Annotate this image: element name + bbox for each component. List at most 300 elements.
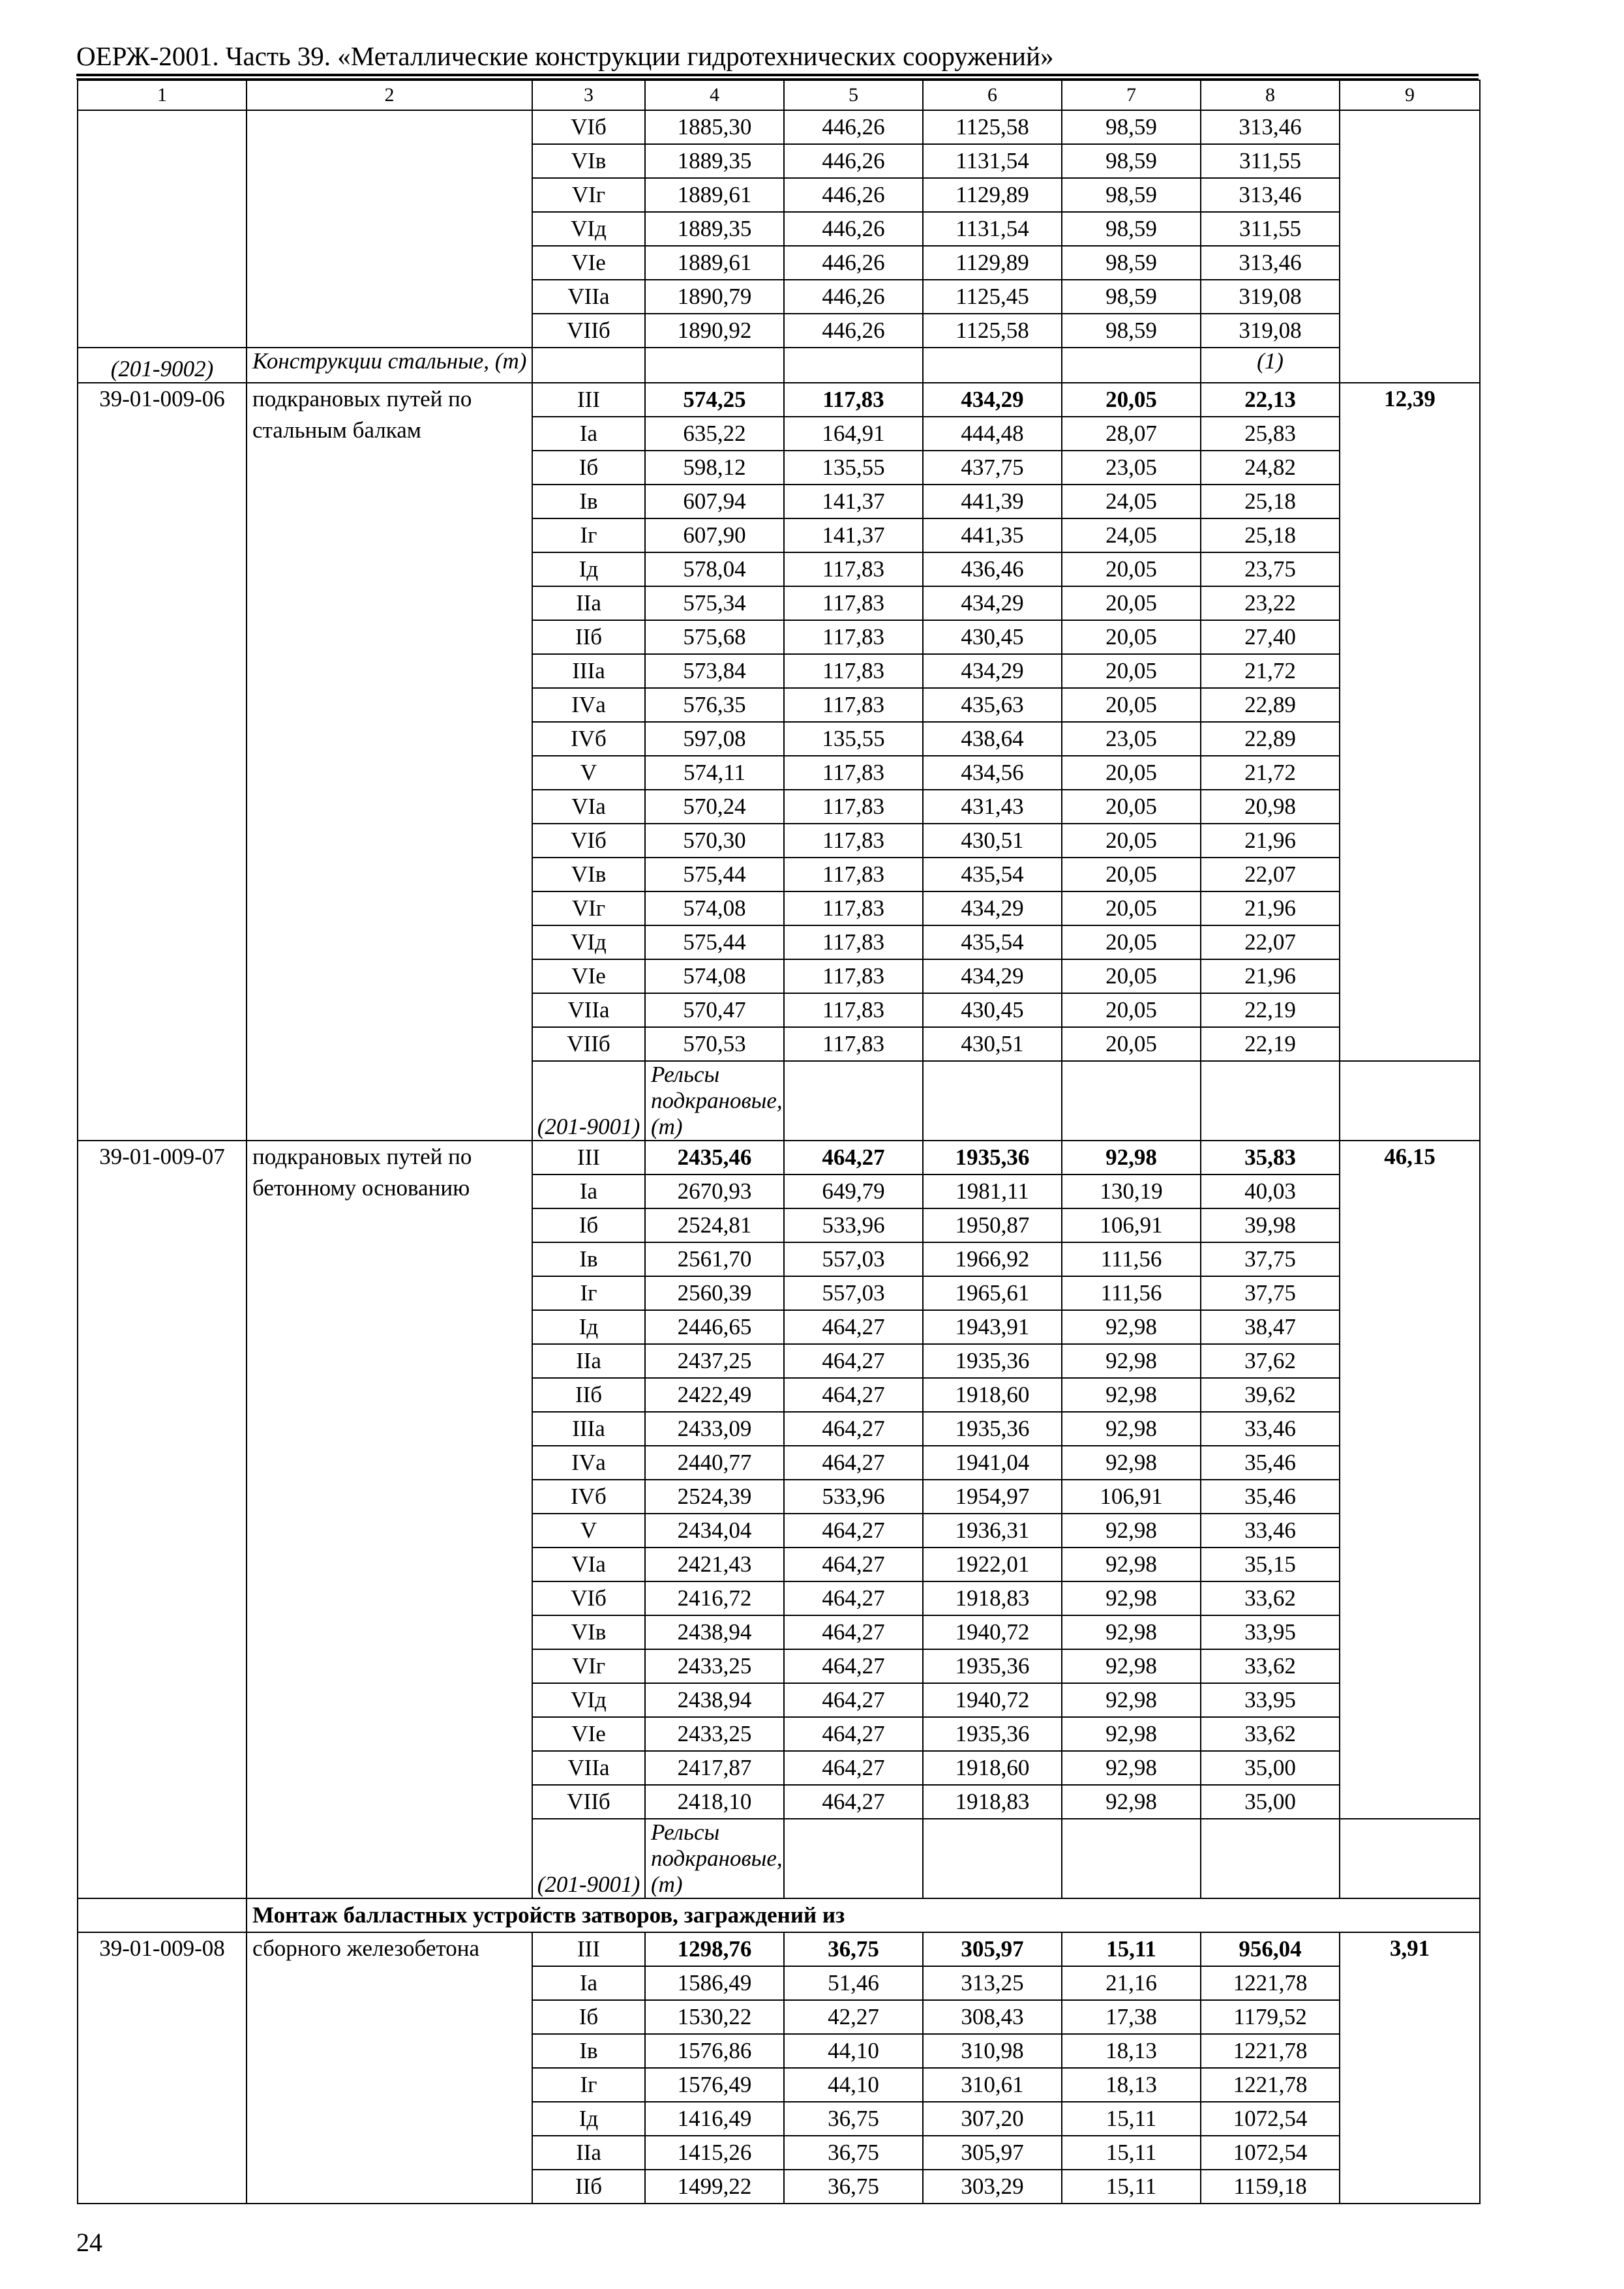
value-cell: 22,19 — [1201, 993, 1340, 1027]
value-cell: 305,97 — [923, 1932, 1062, 1966]
value-cell: 434,29 — [923, 959, 1062, 993]
empty-cell — [1062, 348, 1201, 383]
value-cell: 92,98 — [1062, 1514, 1201, 1548]
empty-cell — [923, 1819, 1062, 1898]
row-index-cell: VIд — [532, 212, 645, 246]
value-cell: 434,29 — [923, 891, 1062, 925]
value-cell: 20,05 — [1062, 620, 1201, 654]
value-cell: 1131,54 — [923, 212, 1062, 246]
value-cell: 1586,49 — [645, 1966, 784, 2000]
value-cell: 1221,78 — [1201, 2068, 1340, 2102]
value-cell: 464,27 — [784, 1141, 923, 1174]
value-cell: 570,47 — [645, 993, 784, 1027]
resource-code: (201-9001) — [532, 1061, 645, 1141]
value-cell: 39,98 — [1201, 1208, 1340, 1242]
row-index-cell: Iд — [532, 552, 645, 586]
row-index-cell: VIд — [532, 925, 645, 959]
col-num-8: 8 — [1201, 80, 1340, 110]
value-cell: 20,05 — [1062, 824, 1201, 858]
value-cell: 1966,92 — [923, 1242, 1062, 1276]
value-cell: 308,43 — [923, 2000, 1062, 2034]
value-cell: 1981,11 — [923, 1174, 1062, 1208]
value-cell: 106,91 — [1062, 1208, 1201, 1242]
value-cell: 98,59 — [1062, 144, 1201, 178]
row-index-cell: III — [532, 383, 645, 417]
value-cell: 92,98 — [1062, 1717, 1201, 1751]
value-cell: 570,30 — [645, 824, 784, 858]
row-index-cell: IIIа — [532, 654, 645, 688]
row-index-cell: IIб — [532, 2170, 645, 2204]
value-cell: 313,25 — [923, 1966, 1062, 2000]
section-row — [78, 1898, 1480, 1932]
value-cell: 117,83 — [784, 654, 923, 688]
value-cell: 464,27 — [784, 1412, 923, 1446]
value-cell: 310,98 — [923, 2034, 1062, 2068]
value-cell: 313,46 — [1201, 246, 1340, 280]
value-cell: 597,08 — [645, 722, 784, 756]
value-cell: 2670,93 — [645, 1174, 784, 1208]
value-cell: 25,18 — [1201, 485, 1340, 518]
value-cell: 307,20 — [923, 2102, 1062, 2136]
value-cell: 2433,25 — [645, 1717, 784, 1751]
value-cell: 27,40 — [1201, 620, 1340, 654]
value-cell: 446,26 — [784, 246, 923, 280]
row-index-cell: Iа — [532, 1174, 645, 1208]
value-cell: 130,19 — [1062, 1174, 1201, 1208]
col-num-5: 5 — [784, 80, 923, 110]
row-index-cell: VIг — [532, 1649, 645, 1683]
value-cell: 98,59 — [1062, 314, 1201, 348]
row-index-cell: Iа — [532, 1966, 645, 2000]
empty-cell — [1062, 1061, 1201, 1141]
row-index-cell: VIв — [532, 858, 645, 891]
value-cell: 319,08 — [1201, 314, 1340, 348]
value-cell: 18,13 — [1062, 2068, 1201, 2102]
value-cell: 164,91 — [784, 417, 923, 451]
value-cell: 1576,49 — [645, 2068, 784, 2102]
value-cell: 303,29 — [923, 2170, 1062, 2204]
value-cell: 21,72 — [1201, 654, 1340, 688]
value-cell: 20,05 — [1062, 1027, 1201, 1061]
value-cell: 1918,60 — [923, 1751, 1062, 1785]
value-cell: 1940,72 — [923, 1615, 1062, 1649]
value-cell: 1940,72 — [923, 1683, 1062, 1717]
value-cell: 15,11 — [1062, 1932, 1201, 1966]
value-cell: 311,55 — [1201, 144, 1340, 178]
rate-description: подкрановых путей по бетонному основанию — [247, 1141, 532, 1898]
value-cell: 464,27 — [784, 1514, 923, 1548]
value-cell: 15,11 — [1062, 2102, 1201, 2136]
value-cell: 22,19 — [1201, 1027, 1340, 1061]
value-cell: 1965,61 — [923, 1276, 1062, 1310]
value-cell: 574,11 — [645, 756, 784, 790]
col-num-2: 2 — [247, 80, 532, 110]
value-cell: 22,13 — [1201, 383, 1340, 417]
value-cell: 435,63 — [923, 688, 1062, 722]
value-cell: 2417,87 — [645, 1751, 784, 1785]
row-index-cell: Iг — [532, 1276, 645, 1310]
value-cell: 575,44 — [645, 858, 784, 891]
table-row — [78, 110, 1480, 144]
value-cell: 1954,97 — [923, 1480, 1062, 1514]
row-index-cell: IIб — [532, 1378, 645, 1412]
row-index-cell: VIд — [532, 1683, 645, 1717]
value-cell: 311,55 — [1201, 212, 1340, 246]
value-cell: 464,27 — [784, 1344, 923, 1378]
value-cell: 446,26 — [784, 212, 923, 246]
value-cell: 533,96 — [784, 1480, 923, 1514]
value-cell: 464,27 — [784, 1751, 923, 1785]
value-cell: 33,95 — [1201, 1683, 1340, 1717]
empty-cell — [784, 348, 923, 383]
value-cell: 2433,09 — [645, 1412, 784, 1446]
value-cell: 435,54 — [923, 925, 1062, 959]
value-cell: 2421,43 — [645, 1548, 784, 1581]
value-cell: 44,10 — [784, 2068, 923, 2102]
value-cell: 1530,22 — [645, 2000, 784, 2034]
col-num-9: 9 — [1340, 80, 1480, 110]
value-cell: 92,98 — [1062, 1141, 1201, 1174]
value-cell: 578,04 — [645, 552, 784, 586]
page-number: 24 — [76, 2228, 102, 2257]
row-index-cell: VIIб — [532, 1785, 645, 1819]
value-cell: 20,05 — [1062, 959, 1201, 993]
value-cell: 2440,77 — [645, 1446, 784, 1480]
row-index-cell: IIб — [532, 620, 645, 654]
value-cell: 576,35 — [645, 688, 784, 722]
value-cell: 92,98 — [1062, 1581, 1201, 1615]
value-cell: 117,83 — [784, 824, 923, 858]
value-cell: 533,96 — [784, 1208, 923, 1242]
value-cell: 434,29 — [923, 654, 1062, 688]
value-cell: 22,89 — [1201, 688, 1340, 722]
value-cell: 2416,72 — [645, 1581, 784, 1615]
value-cell: 35,46 — [1201, 1446, 1340, 1480]
row-index-cell: Iд — [532, 2102, 645, 2136]
row-index-cell: VIв — [532, 1615, 645, 1649]
value-cell: 22,07 — [1201, 858, 1340, 891]
empty-cell — [784, 1061, 923, 1141]
section-title: Монтаж балластных устройств затворов, заграждений из — [247, 1898, 1480, 1932]
value-cell: 51,46 — [784, 1966, 923, 2000]
table-row-main — [78, 383, 1480, 417]
empty-cell — [1201, 1061, 1340, 1141]
value-cell: 437,75 — [923, 451, 1062, 485]
value-cell: 117,83 — [784, 959, 923, 993]
value-cell: 36,75 — [784, 2136, 923, 2170]
value-cell: 117,83 — [784, 993, 923, 1027]
value-cell: 446,26 — [784, 280, 923, 314]
value-cell: 40,03 — [1201, 1174, 1340, 1208]
resource-name: Рельсы подкрановые, (т) — [645, 1061, 784, 1141]
value-cell: 2433,25 — [645, 1649, 784, 1683]
value-cell: 464,27 — [784, 1446, 923, 1480]
value-cell: 117,83 — [784, 688, 923, 722]
resource-value: (1) — [1201, 348, 1340, 383]
value-cell: 39,62 — [1201, 1378, 1340, 1412]
value-cell: 117,83 — [784, 383, 923, 417]
empty-cell — [1201, 1819, 1340, 1898]
resource-name: Конструкции стальные, (т) — [247, 348, 532, 383]
value-cell: 23,75 — [1201, 552, 1340, 586]
value-cell: 574,25 — [645, 383, 784, 417]
value-cell: 2561,70 — [645, 1242, 784, 1276]
value-cell: 1935,36 — [923, 1649, 1062, 1683]
row-index-cell: VIб — [532, 110, 645, 144]
row-index-cell: VIг — [532, 891, 645, 925]
value-cell: 35,00 — [1201, 1785, 1340, 1819]
value-cell: 1179,52 — [1201, 2000, 1340, 2034]
empty-cell — [923, 348, 1062, 383]
value-cell: 310,61 — [923, 2068, 1062, 2102]
value-cell: 1889,61 — [645, 178, 784, 212]
value-cell: 430,51 — [923, 824, 1062, 858]
value-cell: 15,11 — [1062, 2170, 1201, 2204]
row-index-cell: Iа — [532, 417, 645, 451]
value-cell: 1890,79 — [645, 280, 784, 314]
value-cell: 24,05 — [1062, 485, 1201, 518]
value-cell: 37,75 — [1201, 1276, 1340, 1310]
value-cell: 92,98 — [1062, 1615, 1201, 1649]
value-cell: 92,98 — [1062, 1446, 1201, 1480]
value-cell: 1935,36 — [923, 1717, 1062, 1751]
value-cell: 37,62 — [1201, 1344, 1340, 1378]
value-cell: 464,27 — [784, 1615, 923, 1649]
value-cell: 135,55 — [784, 451, 923, 485]
value-cell: 18,13 — [1062, 2034, 1201, 2068]
value-cell: 21,16 — [1062, 1966, 1201, 2000]
value-cell: 98,59 — [1062, 110, 1201, 144]
value-cell: 1221,78 — [1201, 1966, 1340, 2000]
value-cell: 36,75 — [784, 2170, 923, 2204]
value-cell: 1416,49 — [645, 2102, 784, 2136]
value-cell: 92,98 — [1062, 1683, 1201, 1717]
row-index-cell: VIIб — [532, 1027, 645, 1061]
value-cell: 117,83 — [784, 858, 923, 891]
value-cell: 444,48 — [923, 417, 1062, 451]
value-cell: 22,89 — [1201, 722, 1340, 756]
value-cell: 607,90 — [645, 518, 784, 552]
value-cell: 98,59 — [1062, 178, 1201, 212]
row-index-cell: Iд — [532, 1310, 645, 1344]
value-cell: 570,24 — [645, 790, 784, 824]
column-number-row — [78, 80, 1480, 110]
value-cell: 44,10 — [784, 2034, 923, 2068]
value-cell: 25,83 — [1201, 417, 1340, 451]
value-cell: 575,68 — [645, 620, 784, 654]
value-cell: 441,39 — [923, 485, 1062, 518]
table-body — [78, 80, 1480, 2204]
value-cell: 464,27 — [784, 1649, 923, 1683]
value-cell: 2437,25 — [645, 1344, 784, 1378]
row-index-cell: Iг — [532, 518, 645, 552]
value-cell: 92,98 — [1062, 1378, 1201, 1412]
col-num-4: 4 — [645, 80, 784, 110]
value-cell: 575,44 — [645, 925, 784, 959]
value-cell: 141,37 — [784, 485, 923, 518]
value-cell: 557,03 — [784, 1242, 923, 1276]
rate-description: сборного железобетона — [247, 1932, 532, 2204]
value-cell: 430,45 — [923, 993, 1062, 1027]
value-cell: 36,75 — [784, 2102, 923, 2136]
rate-coefficient: 46,15 — [1340, 1141, 1480, 1819]
value-cell: 20,05 — [1062, 925, 1201, 959]
row-index-cell: V — [532, 756, 645, 790]
value-cell: 92,98 — [1062, 1310, 1201, 1344]
row-index-cell: VIа — [532, 1548, 645, 1581]
value-cell: 607,94 — [645, 485, 784, 518]
value-cell: 20,98 — [1201, 790, 1340, 824]
value-cell: 464,27 — [784, 1717, 923, 1751]
value-cell: 570,53 — [645, 1027, 784, 1061]
value-cell: 430,51 — [923, 1027, 1062, 1061]
row-index-cell: IVб — [532, 722, 645, 756]
value-cell: 1918,60 — [923, 1378, 1062, 1412]
row-index-cell: VIе — [532, 959, 645, 993]
empty-cell — [645, 348, 784, 383]
value-cell: 1935,36 — [923, 1344, 1062, 1378]
empty-cell — [532, 348, 645, 383]
value-cell: 1941,04 — [923, 1446, 1062, 1480]
value-cell: 438,64 — [923, 722, 1062, 756]
resource-row — [78, 348, 1480, 383]
value-cell: 1935,36 — [923, 1412, 1062, 1446]
row-index-cell: Iв — [532, 485, 645, 518]
value-cell: 436,46 — [923, 552, 1062, 586]
value-cell: 38,47 — [1201, 1310, 1340, 1344]
row-index-cell: IVб — [532, 1480, 645, 1514]
row-index-cell: VIб — [532, 824, 645, 858]
rates-table — [77, 80, 1481, 2204]
row-index-cell: Iв — [532, 2034, 645, 2068]
value-cell: 464,27 — [784, 1378, 923, 1412]
row-index-cell: IIа — [532, 2136, 645, 2170]
value-cell: 17,38 — [1062, 2000, 1201, 2034]
page-header: ОЕРЖ-2001. Часть 39. «Металлические конструкции гидротехнических сооружений» — [76, 41, 1054, 71]
value-cell: 111,56 — [1062, 1242, 1201, 1276]
value-cell: 649,79 — [784, 1174, 923, 1208]
empty-cell — [1062, 1819, 1201, 1898]
row-index-cell: VIв — [532, 144, 645, 178]
empty-cell — [1340, 110, 1480, 383]
value-cell: 441,35 — [923, 518, 1062, 552]
value-cell: 92,98 — [1062, 1548, 1201, 1581]
value-cell: 2446,65 — [645, 1310, 784, 1344]
row-index-cell: VIб — [532, 1581, 645, 1615]
value-cell: 1943,91 — [923, 1310, 1062, 1344]
empty-cell — [78, 110, 247, 348]
value-cell: 574,08 — [645, 891, 784, 925]
rate-coefficient: 12,39 — [1340, 383, 1480, 1061]
value-cell: 23,05 — [1062, 451, 1201, 485]
value-cell: 35,00 — [1201, 1751, 1340, 1785]
row-index-cell: VIIа — [532, 993, 645, 1027]
value-cell: 446,26 — [784, 314, 923, 348]
value-cell: 434,29 — [923, 586, 1062, 620]
value-cell: 111,56 — [1062, 1276, 1201, 1310]
value-cell: 1950,87 — [923, 1208, 1062, 1242]
rate-description: подкрановых путей по стальным балкам — [247, 383, 532, 1141]
row-index-cell: IVа — [532, 1446, 645, 1480]
value-cell: 117,83 — [784, 620, 923, 654]
value-cell: 446,26 — [784, 144, 923, 178]
value-cell: 141,37 — [784, 518, 923, 552]
value-cell: 598,12 — [645, 451, 784, 485]
value-cell: 1072,54 — [1201, 2102, 1340, 2136]
value-cell: 2524,39 — [645, 1480, 784, 1514]
value-cell: 20,05 — [1062, 688, 1201, 722]
empty-cell — [1340, 1819, 1480, 1898]
value-cell: 33,62 — [1201, 1581, 1340, 1615]
value-cell: 28,07 — [1062, 417, 1201, 451]
value-cell: 98,59 — [1062, 212, 1201, 246]
value-cell: 2434,04 — [645, 1514, 784, 1548]
value-cell: 435,54 — [923, 858, 1062, 891]
row-index-cell: V — [532, 1514, 645, 1548]
row-index-cell: IVа — [532, 688, 645, 722]
value-cell: 434,56 — [923, 756, 1062, 790]
table-row-main — [78, 1932, 1480, 1966]
value-cell: 464,27 — [784, 1581, 923, 1615]
value-cell: 92,98 — [1062, 1412, 1201, 1446]
col-num-6: 6 — [923, 80, 1062, 110]
row-index-cell: Iб — [532, 2000, 645, 2034]
value-cell: 1298,76 — [645, 1932, 784, 1966]
value-cell: 464,27 — [784, 1310, 923, 1344]
value-cell: 92,98 — [1062, 1785, 1201, 1819]
value-cell: 20,05 — [1062, 790, 1201, 824]
value-cell: 2422,49 — [645, 1378, 784, 1412]
value-cell: 117,83 — [784, 925, 923, 959]
value-cell: 1125,58 — [923, 314, 1062, 348]
value-cell: 575,34 — [645, 586, 784, 620]
value-cell: 35,46 — [1201, 1480, 1340, 1514]
value-cell: 1499,22 — [645, 2170, 784, 2204]
value-cell: 1922,01 — [923, 1548, 1062, 1581]
value-cell: 20,05 — [1062, 858, 1201, 891]
value-cell: 20,05 — [1062, 993, 1201, 1027]
value-cell: 98,59 — [1062, 246, 1201, 280]
value-cell: 117,83 — [784, 756, 923, 790]
value-cell: 21,96 — [1201, 959, 1340, 993]
value-cell: 1889,35 — [645, 212, 784, 246]
value-cell: 33,62 — [1201, 1717, 1340, 1751]
value-cell: 33,95 — [1201, 1615, 1340, 1649]
row-index-cell: III — [532, 1141, 645, 1174]
row-index-cell: III — [532, 1932, 645, 1966]
col-num-7: 7 — [1062, 80, 1201, 110]
value-cell: 2435,46 — [645, 1141, 784, 1174]
value-cell: 2524,81 — [645, 1208, 784, 1242]
value-cell: 1935,36 — [923, 1141, 1062, 1174]
rate-code: 39-01-009-07 — [78, 1141, 247, 1898]
value-cell: 464,27 — [784, 1785, 923, 1819]
value-cell: 22,07 — [1201, 925, 1340, 959]
value-cell: 446,26 — [784, 178, 923, 212]
value-cell: 434,29 — [923, 383, 1062, 417]
row-index-cell: VIIа — [532, 1751, 645, 1785]
value-cell: 21,96 — [1201, 824, 1340, 858]
value-cell: 430,45 — [923, 620, 1062, 654]
value-cell: 2438,94 — [645, 1683, 784, 1717]
rate-code: 39-01-009-06 — [78, 383, 247, 1141]
value-cell: 33,46 — [1201, 1412, 1340, 1446]
value-cell: 313,46 — [1201, 178, 1340, 212]
value-cell: 23,05 — [1062, 722, 1201, 756]
value-cell: 42,27 — [784, 2000, 923, 2034]
row-index-cell: VIIа — [532, 280, 645, 314]
row-index-cell: Iв — [532, 1242, 645, 1276]
